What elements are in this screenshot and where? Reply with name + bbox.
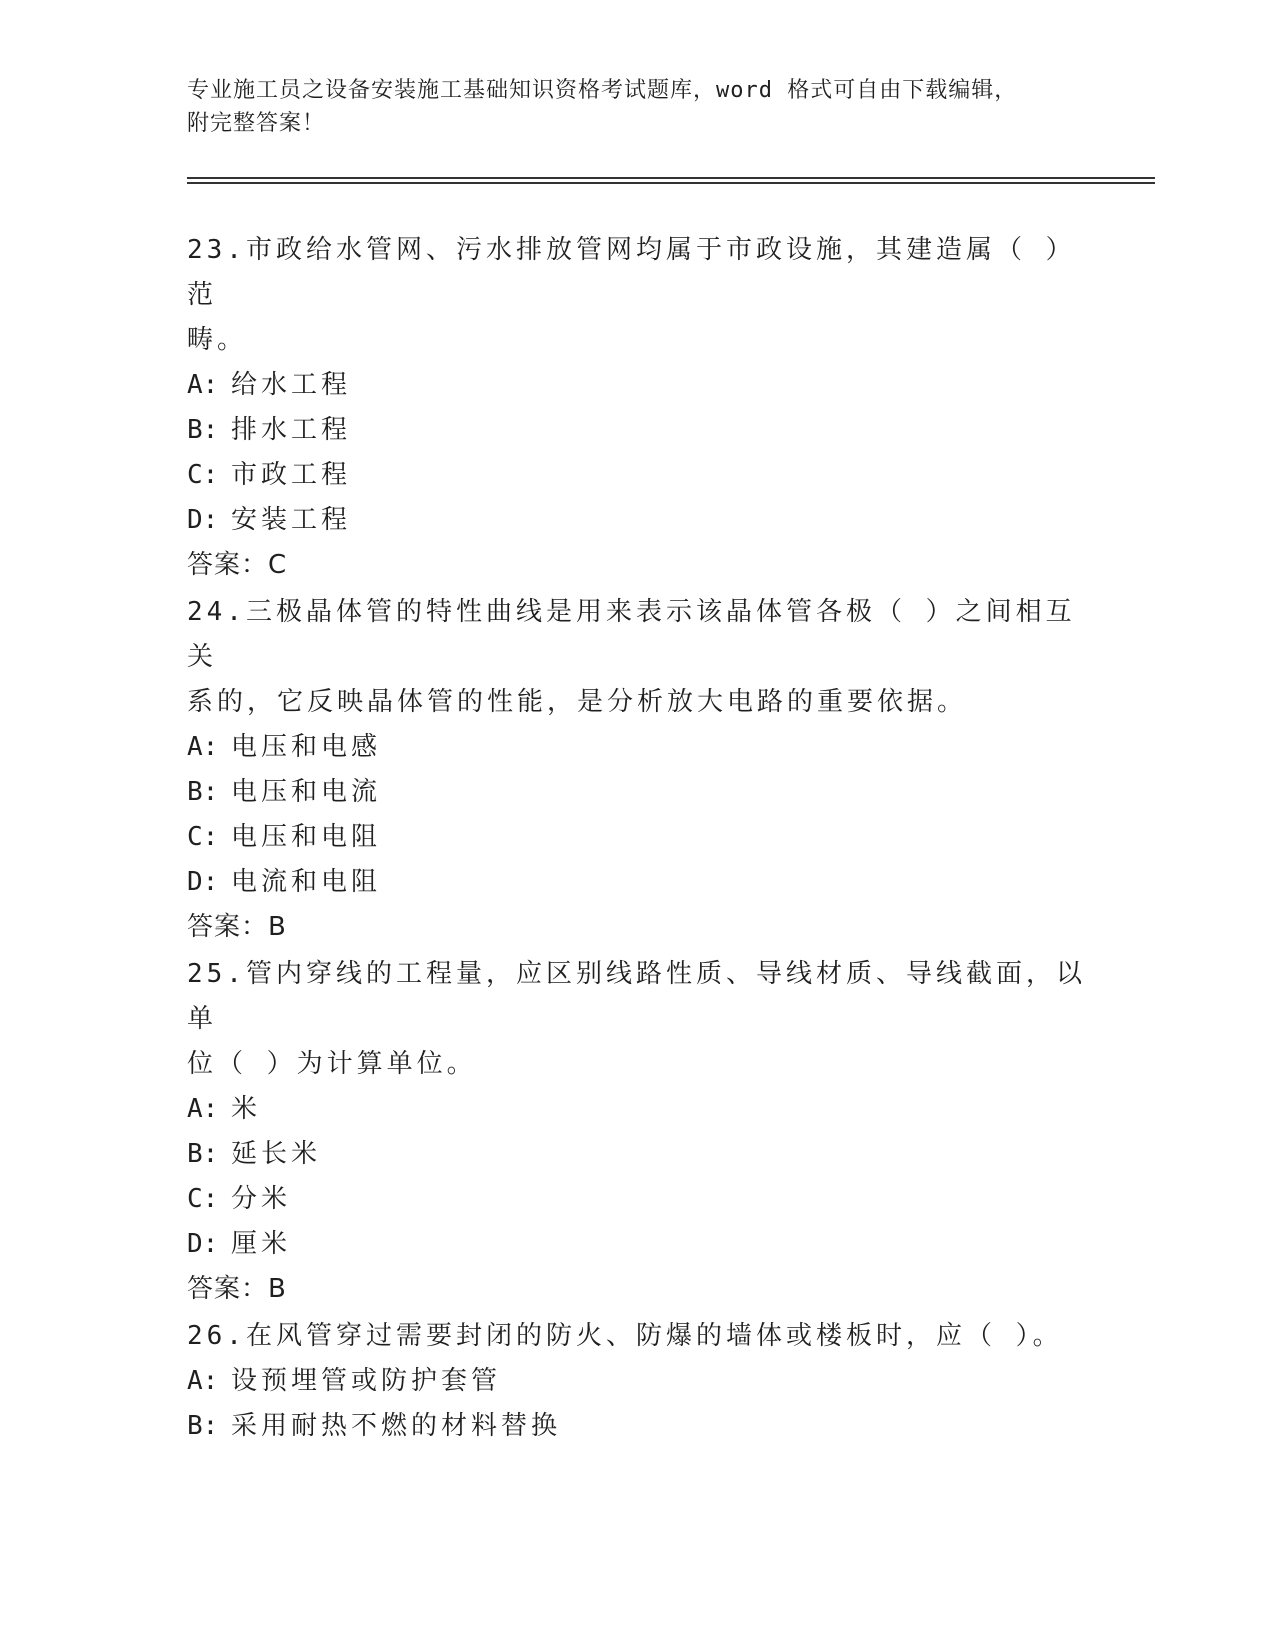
option-c <box>187 453 1087 498</box>
option-text: 排水工程 <box>231 415 352 445</box>
option-key: A: <box>187 1094 219 1124</box>
option-text: 市政工程 <box>231 460 352 490</box>
header-divider-bottom <box>187 182 1155 184</box>
option-key: A: <box>187 1366 219 1396</box>
header-line-2: 附完整答案！ <box>187 111 326 136</box>
option-key: D: <box>187 1229 219 1259</box>
option-key: A: <box>187 732 219 762</box>
option-key: B: <box>187 777 219 807</box>
option-text: 米 <box>231 1094 262 1124</box>
option-a <box>187 363 1087 408</box>
option-text: 安装工程 <box>231 505 352 535</box>
option-text: 电压和电流 <box>231 777 382 807</box>
option-key: B: <box>187 415 219 445</box>
option-text: 设预埋管或防护套管 <box>231 1366 502 1396</box>
option-key: B: <box>187 1411 219 1441</box>
option-b <box>187 1132 1087 1177</box>
option-text: 厘米 <box>231 1229 292 1259</box>
header-line-1: 专业施工员之设备安装施工基础知识资格考试题库，word 格式可自由下载编辑， <box>187 78 1018 103</box>
option-c <box>187 1177 1087 1222</box>
option-a <box>187 725 1087 770</box>
option-a <box>187 1359 1087 1404</box>
option-key: C: <box>187 1184 219 1214</box>
document-header <box>187 74 1067 140</box>
option-d <box>187 1222 1087 1267</box>
question-stem-line-1: 24.三极晶体管的特性曲线是用来表示该晶体管各极（ ）之间相互关 <box>187 597 1076 672</box>
option-key: D: <box>187 505 219 535</box>
option-b <box>187 408 1087 453</box>
option-text: 电压和电阻 <box>231 822 382 852</box>
answer-text: 答案：C <box>187 550 288 580</box>
question-26 <box>187 1314 1087 1449</box>
question-stem-line-2: 位（ ）为计算单位。 <box>187 1049 477 1079</box>
answer-text: 答案：B <box>187 1274 287 1304</box>
option-text: 分米 <box>231 1184 292 1214</box>
option-a <box>187 1087 1087 1132</box>
option-text: 给水工程 <box>231 370 352 400</box>
option-d <box>187 860 1087 905</box>
answer-text: 答案：B <box>187 912 287 942</box>
option-text: 延长米 <box>231 1139 322 1169</box>
option-c <box>187 815 1087 860</box>
option-key: C: <box>187 822 219 852</box>
option-b <box>187 1404 1087 1449</box>
option-text: 电流和电阻 <box>231 867 382 897</box>
question-stem-line-2: 系的，它反映晶体管的性能，是分析放大电路的重要依据。 <box>187 687 968 717</box>
option-key: D: <box>187 867 219 897</box>
question-25 <box>187 952 1087 1312</box>
option-d <box>187 498 1087 543</box>
question-stem-line-1: 23.市政给水管网、污水排放管网均属于市政设施，其建造属（ ）范 <box>187 235 1076 310</box>
question-23 <box>187 228 1087 588</box>
option-key: B: <box>187 1139 219 1169</box>
question-stem-line-1: 25.管内穿线的工程量，应区别线路性质、导线材质、导线截面，以单 <box>187 959 1086 1034</box>
option-key: C: <box>187 460 219 490</box>
question-24 <box>187 590 1087 950</box>
question-stem-line-2: 畴。 <box>187 325 248 355</box>
option-key: A: <box>187 370 219 400</box>
question-stem-line-1: 26.在风管穿过需要封闭的防火、防爆的墙体或楼板时，应（ ）。 <box>187 1321 1063 1351</box>
option-text: 电压和电感 <box>231 732 382 762</box>
header-divider-top <box>187 177 1155 179</box>
option-b <box>187 770 1087 815</box>
option-text: 采用耐热不燃的材料替换 <box>231 1411 562 1441</box>
